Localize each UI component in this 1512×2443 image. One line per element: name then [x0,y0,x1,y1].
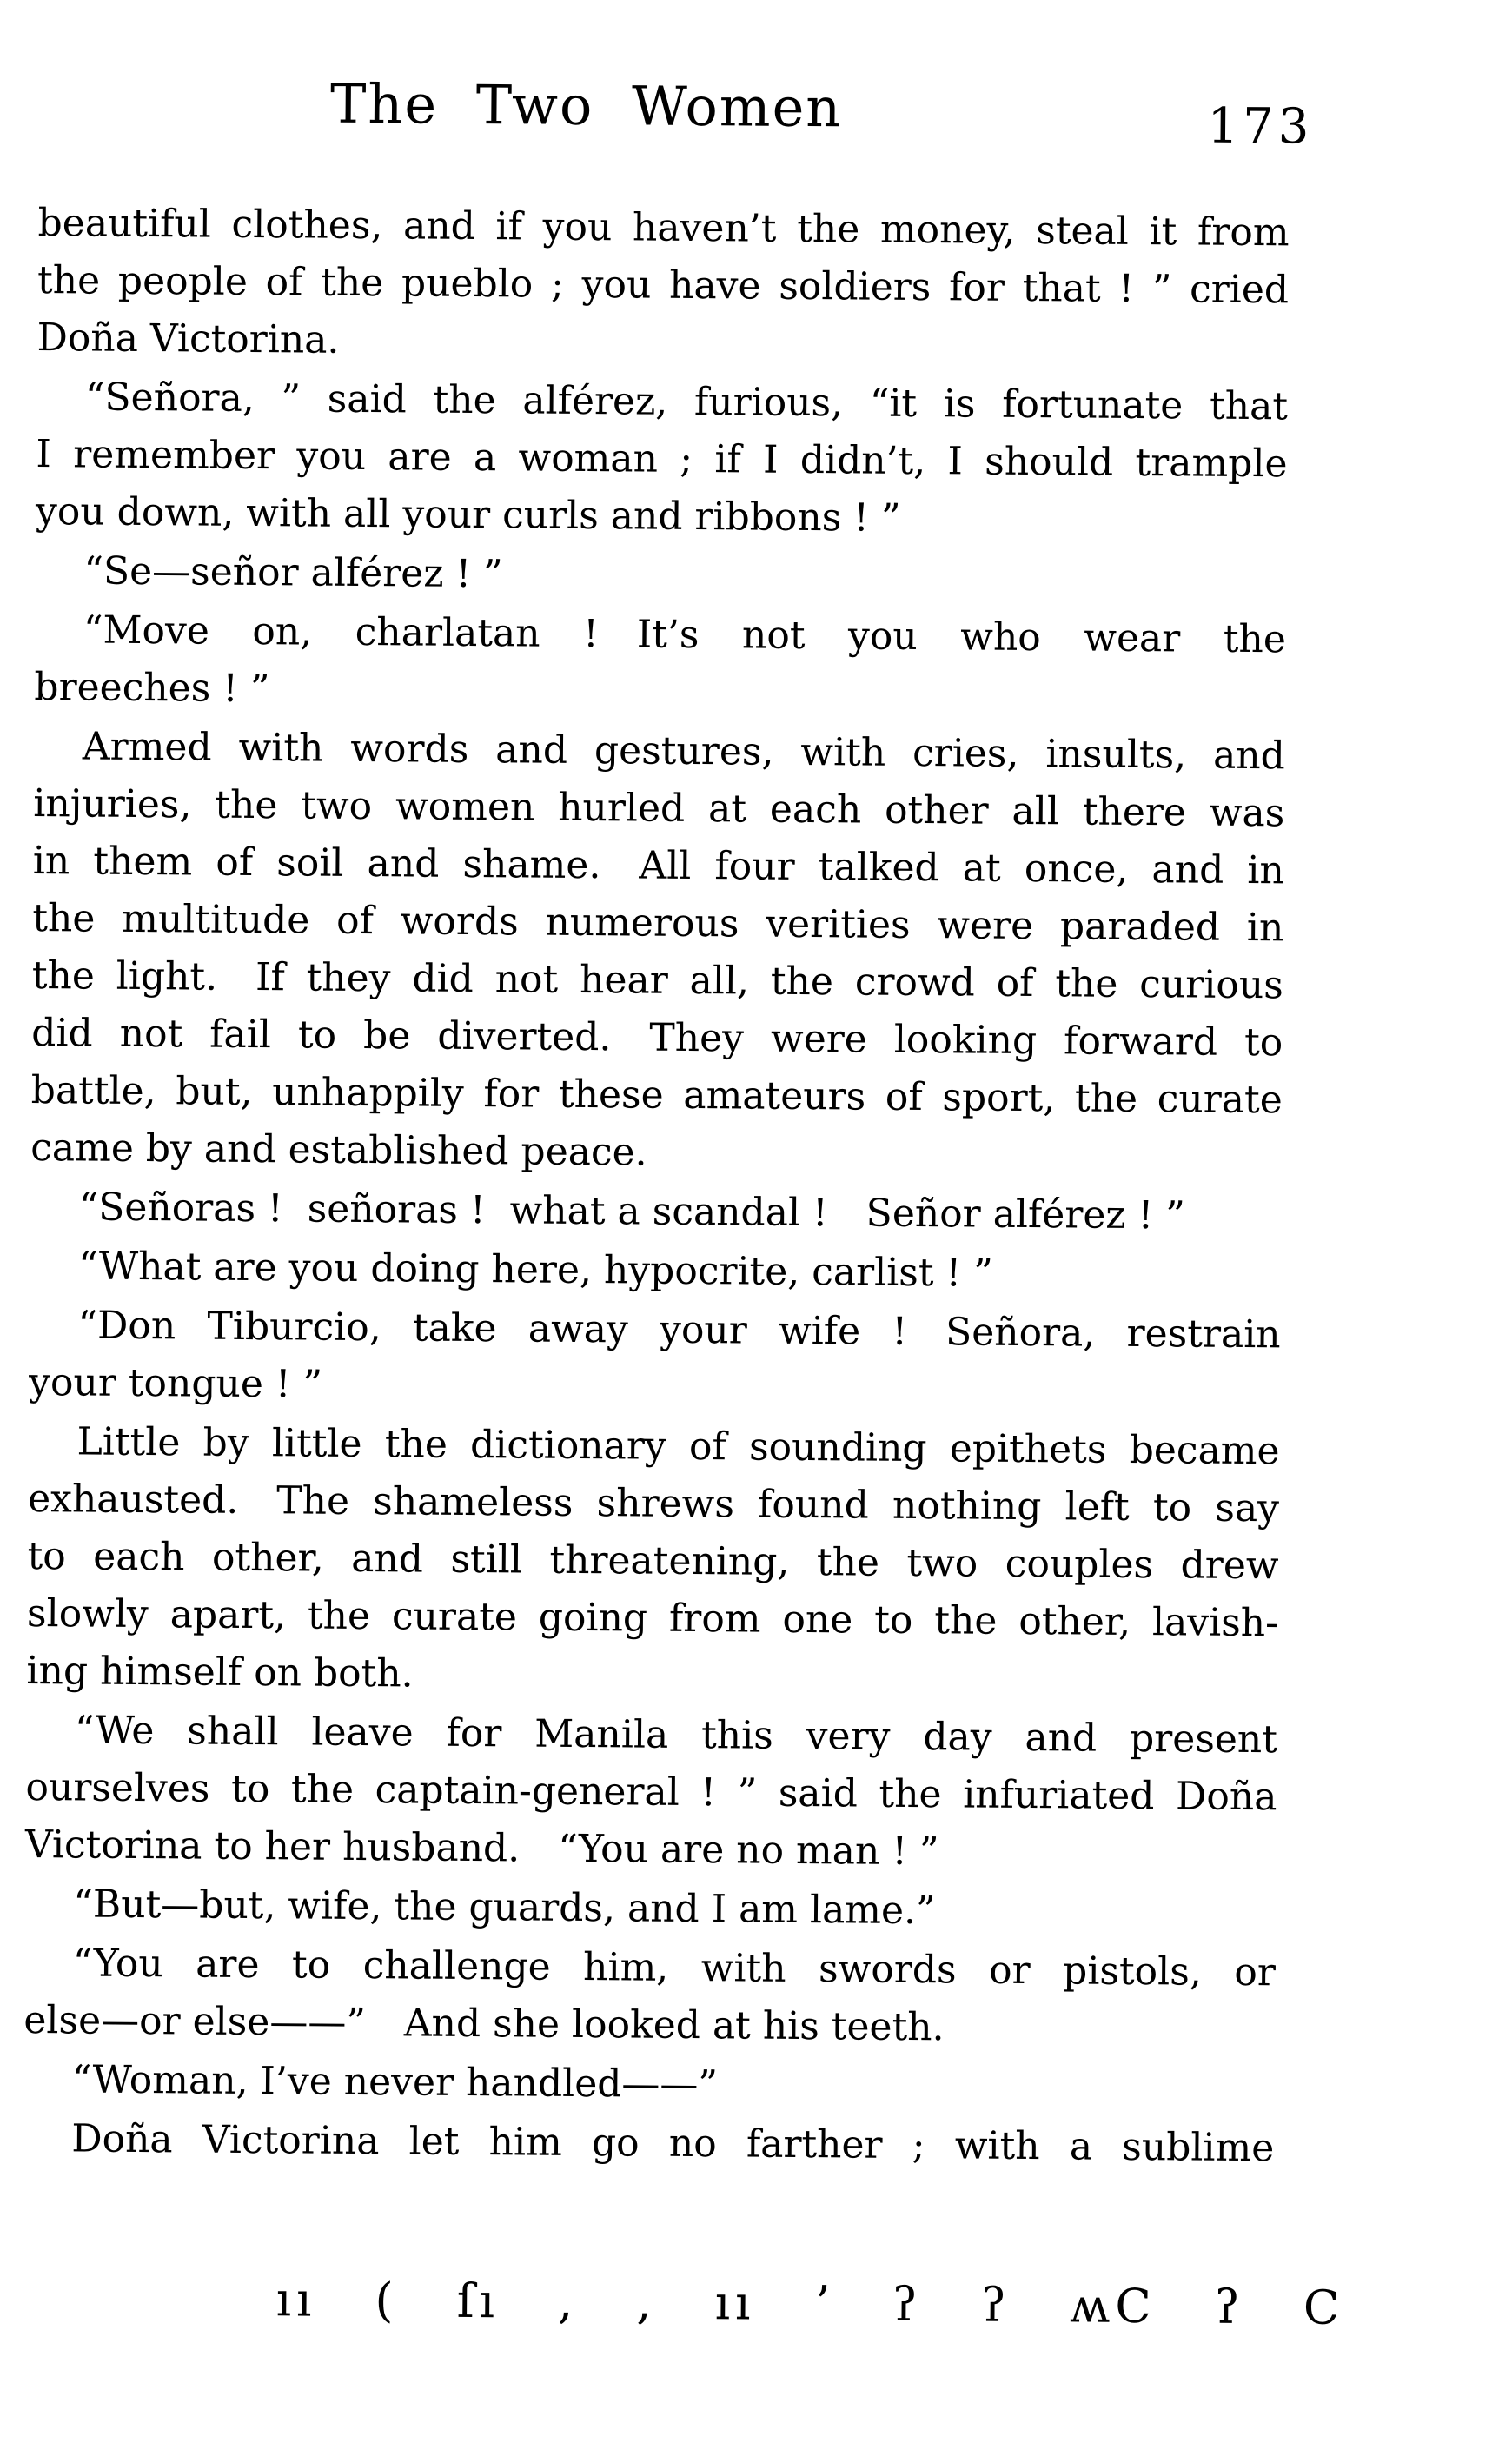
text-line: Armed with words and gestures, with cries, insults, and [82,724,1286,779]
text-line: injuries, the two women hurled at each other all there was [33,781,1285,836]
text-line: ing himself on both. [26,1648,414,1696]
text-line: “We shall leave for Manila this very day and present [74,1708,1278,1763]
paragraph [29,1297,1281,1421]
paragraph [23,2110,1274,2177]
text-line: else—or else——” And she looked at his teeth. [23,1997,945,2050]
text-line: “Move on, charlatan ! It’s not you who wear the [83,607,1287,662]
paragraph [23,2051,1275,2118]
paragraph [36,368,1289,550]
text-line: the people of the pueblo ; you have soldiers for that ! ” cried [36,258,1290,313]
text-line: slowly apart, the curate going from one to the other, lavish- [26,1590,1279,1646]
text-line: your tongue ! ” [28,1359,323,1407]
text-line: did not fail to be diverted. They were looking forward to [31,1011,1283,1065]
text-line: breeches ! ” [34,665,270,712]
page-number: 173 [1207,97,1314,156]
text-line: in them of soil and shame. All four talked at once, and in [32,839,1285,893]
text-line: the multitude of words numerous verities were paraded in [32,896,1284,951]
text-line: “Don Tiburcio, take away your wife ! Señora, restrain [77,1303,1281,1358]
paragraph [34,601,1286,726]
text-line: “You are to challenge him, with swords or pistols, or [72,1941,1277,1995]
text-line: beautiful clothes, and if you haven’t the money, steal it from [37,201,1290,256]
paragraph [36,195,1290,376]
text-line: Little by little the dictionary of sounding epithets became [76,1419,1280,1474]
text-line: “Señora, ” said the alférez, furious, “it is fortunate that [84,375,1289,429]
text-line: “Señoras ! señoras ! what a scandal ! Señor alférez ! ” [78,1185,1185,1238]
paragraph [30,1178,1281,1245]
paragraph [30,1238,1281,1304]
text-line: Victorina to her husband. “You are no man ! ” [24,1822,939,1875]
paragraph [26,1413,1280,1709]
text-line: “Woman, I’ve never handled——” [71,2057,719,2108]
text-line: you down, with all your curls and ribbons ! ” [35,489,901,541]
text-line: exhausted. The shameless shrews found nothing left to say [27,1476,1280,1531]
text-line: “What are you doing here, hypocrite, carlist ! ” [77,1244,993,1296]
text-line: ourselves to the captain-general ! ” said the infuriated Doña [25,1764,1277,1820]
paragraph [24,1875,1276,1942]
text-line: “Se—señor alférez ! ” [83,548,503,597]
text-line: Doña Victorina. [36,315,340,362]
paragraph [25,1702,1278,1883]
text-line: “But—but, wife, the guards, and I am lame.” [73,1882,936,1934]
paragraph [35,542,1286,609]
text-line: to each other, and still threatening, the two couples drew [27,1533,1279,1589]
illegible-print-fragments: ıı ( ſı , , ıı ʼ ʔ ʔ ʍC ʔ C [275,2272,1345,2335]
text-line: the light. If they did not hear all, the crowd of the curious [31,953,1283,1008]
text-line: I remember you are a woman ; if I didn’t, I should trample [36,432,1288,487]
text-line: came by and established peace. [30,1125,647,1175]
text-line: battle, but, unhappily for these amateurs of sport, the curate [30,1068,1283,1123]
page-text [23,195,1290,2177]
text-line: Doña Victorina let him go no farther ; with a sublime [71,2116,1275,2171]
paragraph [23,1935,1276,2059]
paragraph [30,718,1285,1186]
running-title: The Two Women [329,71,843,140]
